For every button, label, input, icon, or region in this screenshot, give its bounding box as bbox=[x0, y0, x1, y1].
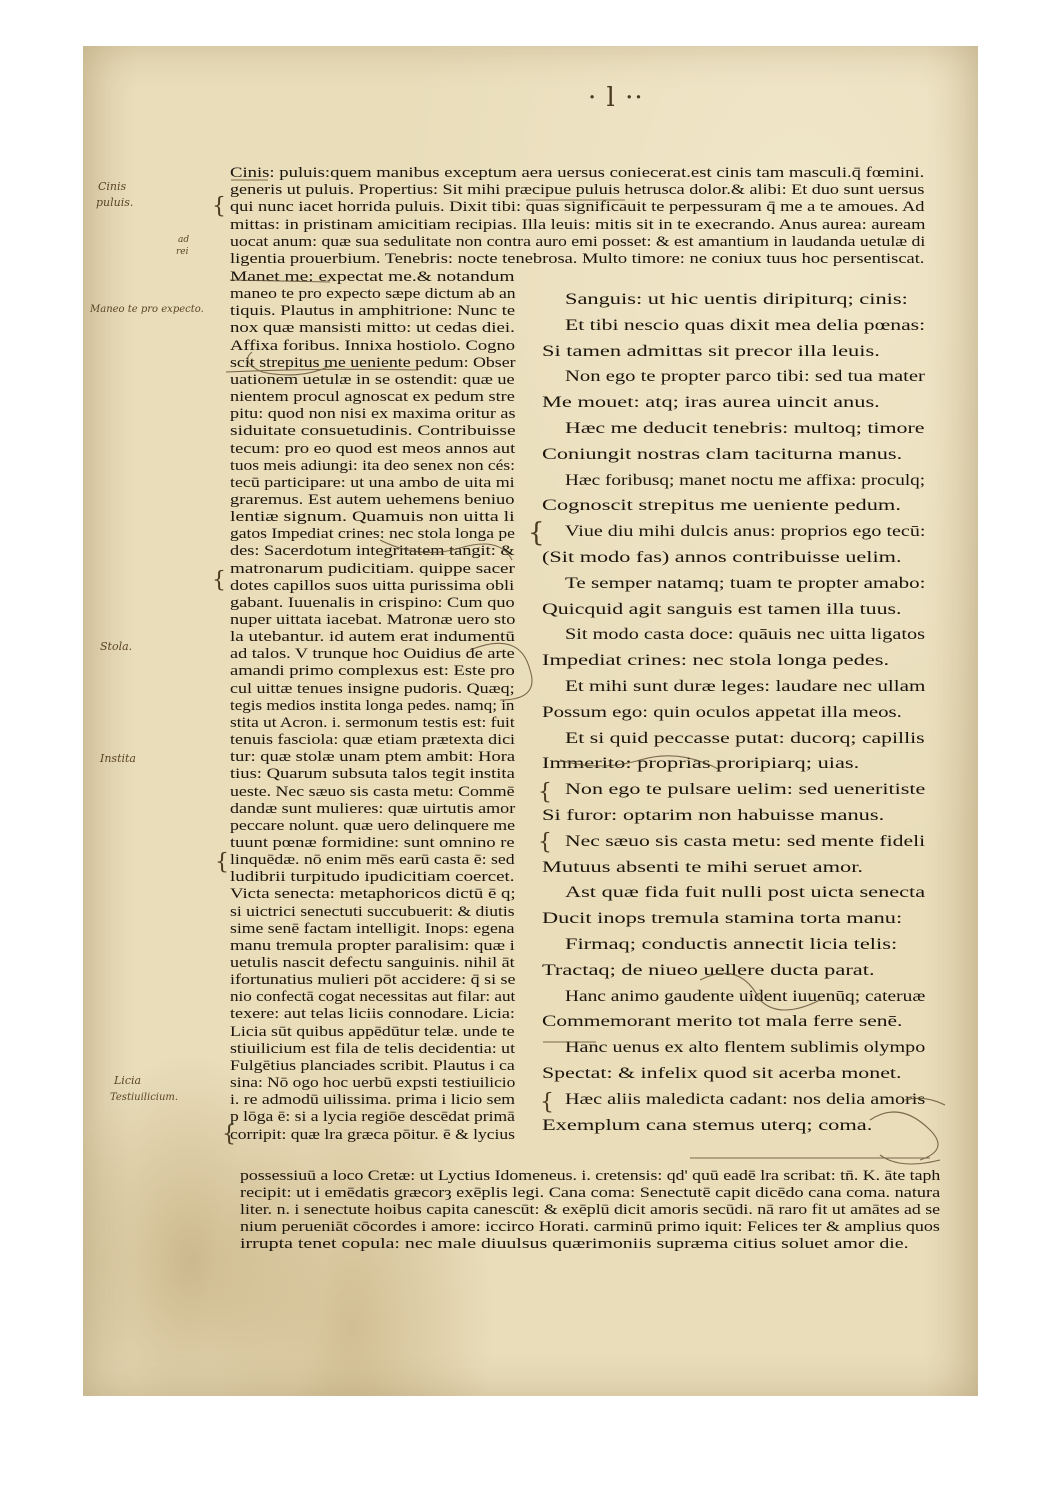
commentary-line: dandæ sunt mulieres: quæ uirtutis amor bbox=[230, 800, 516, 817]
poem-line: Et mihi sunt duræ leges: laudare nec ullam bbox=[565, 678, 926, 695]
top-commentary-line: mittas: in pristinam amicitiam recipias. Illa leuis: mitis sit in te execrando. Anus aurea: auream bbox=[230, 216, 926, 233]
margin-bracket-2: { bbox=[212, 568, 226, 593]
top-commentary-line: Cinis: puluis:quem manibus exceptum aera uersus coniecerat.est cinis tam masculi.q̄ fœmini. bbox=[230, 165, 925, 181]
top-commentary-line: generis ut puluis. Propertius: Sit mihi præcipue puluis hetrusca dolor.& alibi: Et duo sunt uersus bbox=[230, 182, 925, 199]
poem-line: Mutuus absenti te mihi seruet amor. bbox=[542, 858, 864, 876]
commentary-line: nientem procul agnoscat ex pedum stre bbox=[230, 389, 515, 406]
commentary-line: sime senē factam intelligit. Inops: egena bbox=[230, 920, 515, 937]
poem-line: Ast quæ fida fuit nulli post uicta senecta bbox=[565, 884, 926, 902]
top-commentary-line: uocat anum: quæ sua sedulitate non contra auro emi posset: & est amantium in laudanda uetulæ di bbox=[230, 233, 926, 250]
commentary-line: ludibrii turpitudo ipudicitiam coercet. bbox=[230, 869, 515, 886]
commentary-line: pitu: quod non nisi ex maxima oritur as bbox=[230, 406, 516, 423]
marginal-gloss-cinis: Cinis bbox=[98, 180, 127, 193]
commentary-line: Manet me: expectat me.& notandum bbox=[230, 269, 515, 285]
commentary-line: la utebantur. id autem erat indumentū bbox=[230, 629, 515, 646]
bottom-commentary-line: irrupta tenet copula: nec male diuulsus quærimoniis supræma citius soluet amor die. bbox=[240, 1236, 909, 1252]
commentary-line: dotes capillos suos uitta purissima obli bbox=[230, 577, 515, 594]
flourish-e bbox=[700, 973, 820, 1010]
commentary-line: gatos Impediat crines: nec stola longa pe bbox=[230, 526, 515, 543]
commentary-line: lentiæ signum. Quamuis non uitta li bbox=[230, 509, 515, 526]
commentary-line: tecum: pro eo quod est meos annos aut bbox=[230, 440, 516, 457]
poem-line: Et tibi nescio quas dixit mea delia pœnas: bbox=[565, 316, 926, 334]
commentary-line: nio confectā cogat necessitas aut filar: aut bbox=[230, 989, 516, 1006]
top-commentary-line: ligentia prouerbium. Tenebris: nocte tenebrosa. Multo timore: ne coniux tuus hoc persentiscat. bbox=[230, 251, 925, 267]
commentary-line: texere: aut telas liciis connodare. Licia: bbox=[230, 1006, 515, 1023]
marginal-gloss-instita: Instita bbox=[100, 752, 136, 765]
top-commentary-line: qui nunc iacet horrida puluis. Dixit tibi: quas significauit te perpessuram q̄ me a te amoues. Ad bbox=[230, 199, 925, 216]
poem-line: (Sit modo fas) annos contribuisse uelim. bbox=[542, 549, 902, 566]
poem-line: Sanguis: ut hic uentis diripiturq; cinis: bbox=[565, 291, 908, 308]
flourish-a bbox=[248, 352, 330, 375]
poem-line: Hæc me deducit tenebris: multoq; timore bbox=[565, 420, 925, 437]
commentary-line: cul uittæ tenues insigne pudoris. Quæq; bbox=[230, 680, 515, 697]
poem-line: Nec sæuo sis casta metu: sed mente fideli bbox=[565, 832, 926, 850]
flourish-h bbox=[905, 1098, 945, 1105]
commentary-line: uetulis nascit defectu sanguinis. nihil āt bbox=[230, 955, 515, 971]
poem-line: Me mouet: atq; iras aurea uincit anus. bbox=[542, 394, 880, 412]
poem-line: Hæc aliis maledicta cadant: nos delia amoris bbox=[565, 1090, 926, 1108]
commentary-line: tur: quæ stolæ unam ptem ambit: Hora bbox=[230, 749, 516, 766]
poem-line: Impediat crines: nec stola longa pedes. bbox=[542, 652, 890, 670]
poem-line: Exemplum cana stemus uterq; coma. bbox=[542, 1116, 873, 1134]
commentary-line: tius: Quarum subsuta talos tegit instita bbox=[230, 766, 515, 783]
poem-line: Non ego te propter parco tibi: sed tua mater bbox=[565, 368, 925, 386]
commentary-line: linquēdæ. nō enim mēs earū casta ē: sed bbox=[230, 852, 515, 869]
margin-bracket-1: { bbox=[212, 194, 226, 219]
commentary-line: i. re admodū uilissima. prima i licio sem bbox=[230, 1092, 516, 1109]
flourish-b bbox=[380, 540, 512, 560]
flourish-f bbox=[870, 1112, 938, 1160]
poem-line: Immerito: proprias proripiarq; uias. bbox=[542, 755, 860, 773]
poem-line: Coniungit nostras clam taciturna manus. bbox=[542, 445, 903, 463]
commentary-line: maneo te pro expecto sæpe dictum ab an bbox=[230, 286, 516, 303]
commentary-line: manu tremula propter paralisim: quæ i bbox=[230, 937, 515, 954]
commentary-line: tecū participare: ut una ambo de uita mi bbox=[230, 474, 515, 491]
bottom-commentary-line: liter. n. i senectute hoibus capita canescūt: & exēplū dicit amoris secūdi. nā raro fit ut amātes ad se bbox=[240, 1202, 941, 1218]
poem-line: Si furor: optarim non habuisse manus. bbox=[542, 807, 885, 824]
commentary-line: sina: Nō ogo hoc uerbū expsti testiuilicio bbox=[230, 1075, 516, 1092]
commentary-line: tenuis fasciola: quæ etiam prætexta dici bbox=[230, 732, 516, 749]
marginal-gloss-maneo: Maneo te pro expecto. bbox=[90, 304, 204, 315]
poem-line: Hæc foribusq; manet noctu me affixa: proculq; bbox=[565, 471, 926, 489]
commentary-line: matronarum pudicitiam. quippe sacer bbox=[230, 560, 515, 577]
bottom-commentary-line: nium perueniāt cōcordes i amore: iccirco Horati. carminū primo iquit: Felices ter & amplius quos bbox=[240, 1219, 940, 1235]
commentary-line: nox quæ mansisti mitto: ut cedas diei. bbox=[230, 320, 515, 337]
marginal-gloss-rei: rei bbox=[176, 247, 189, 257]
flourish-c bbox=[470, 643, 532, 700]
commentary-line: nuper uittata iacebat. Matronæ uero sto bbox=[230, 612, 516, 628]
margin-bracket-3: { bbox=[215, 850, 229, 875]
commentary-line: stita ut Acron. i. sermonum testis est: fuit bbox=[230, 714, 515, 731]
margin-bracket-8: { bbox=[540, 1090, 554, 1115]
poem-line: Ducit inops tremula stamina torta manu: bbox=[542, 910, 903, 928]
commentary-line: graremus. Est autem uehemens beniuo bbox=[230, 491, 515, 508]
poem-line: Firmaq; conductis annectit licia telis: bbox=[565, 936, 898, 953]
poem-line: Sit modo casta doce: quāuis nec uitta ligatos bbox=[565, 626, 926, 644]
commentary-line: Licia sūt quibus appēdūtur telæ. unde te bbox=[230, 1023, 515, 1040]
margin-bracket-7: { bbox=[538, 830, 552, 855]
commentary-line: siduitate consuetudinis. Contribuisse bbox=[230, 423, 516, 440]
poem-line: Spectat: & infelix quod sit acerba monet. bbox=[542, 1065, 902, 1082]
commentary-line: des: Sacerdotum integritatem tangit: & bbox=[230, 543, 515, 560]
commentary-line: p lōga ē: si a lycia regiōe descēdat primā bbox=[230, 1109, 515, 1126]
marginal-gloss-ad: ad bbox=[178, 235, 190, 245]
commentary-line: Affixa foribus. Innixa hostiolo. Cogno bbox=[230, 337, 516, 354]
poem-line: Tractaq; de niueo uellere ducta parat. bbox=[542, 961, 875, 979]
commentary-line: tuunt pœnæ formidine: sunt omnino re bbox=[230, 834, 515, 851]
commentary-line: ifortunatius mulieri pōt accidere: q̄ si se bbox=[230, 972, 516, 989]
poem-line: Possum ego: quin oculos appetat illa meos. bbox=[542, 703, 902, 721]
bottom-commentary-line: possessiuū a loco Cretæ: ut Lyctius Idomeneus. i. cretensis: qd' quū eadē lra scribat: tn̄. K. āte taph bbox=[240, 1168, 941, 1184]
margin-bracket-4: { bbox=[222, 1122, 236, 1147]
marginal-gloss-testiuilicium: Testiuilicium. bbox=[110, 1092, 179, 1103]
poem-line: Si tamen admittas sit precor illa leuis. bbox=[542, 342, 880, 360]
commentary-line: ad talos. V trunque hoc Ouidius de arte bbox=[230, 646, 515, 663]
commentary-line: Fulgētius planciades scribit. Plautus i ca bbox=[230, 1057, 515, 1074]
folio-number: · l ·· bbox=[588, 83, 644, 113]
poem-line: Hanc uenus ex alto flentem sublimis olympo bbox=[565, 1039, 926, 1057]
bottom-commentary-line: recipit: ut i emēdatis græcorȝ exēplis legi. Cana coma: Senectutē capit dicēdo cana coma. natura bbox=[240, 1185, 941, 1201]
commentary-line: corripit: quæ lra græca pōitur. ē & lycius bbox=[230, 1126, 515, 1143]
commentary-line: tuos meis adiungi: ita deo senex non cés: bbox=[230, 457, 515, 474]
poem-line: Non ego te pulsare uelim: sed ueneritiste bbox=[565, 781, 926, 799]
margin-bracket-6: { bbox=[538, 780, 552, 805]
commentary-line: tegis medios instita longa pedes. namq; in bbox=[230, 697, 515, 714]
marginal-gloss-stola: Stola. bbox=[100, 640, 133, 653]
poem-line: Et si quid peccasse putat: ducorq; capillis bbox=[565, 729, 925, 747]
margin-bracket-5: { bbox=[528, 518, 545, 548]
commentary-line: peccare nolunt. quæ uero delinquere me bbox=[230, 817, 516, 834]
commentary-line: uationem uetulæ in se ostendit: quæ ue bbox=[230, 371, 515, 388]
commentary-line: si uictrici senectuti succubuerit: & diutis bbox=[230, 903, 515, 920]
flourish-g bbox=[880, 1155, 940, 1164]
poem-line: Te semper natamq; tuam te propter amabo: bbox=[565, 574, 926, 592]
commentary-line: stiuilicium est fila de telis decidentia: ut bbox=[230, 1040, 516, 1057]
commentary-line: tiquis. Plautus in amphitrione: Nunc te bbox=[230, 303, 516, 320]
commentary-line: ueste. Nec sæuo sis casta metu: Commē bbox=[230, 783, 515, 800]
underline-manet bbox=[230, 280, 330, 282]
marginal-gloss-licia: Licia bbox=[114, 1074, 142, 1087]
poem-line: Hanc animo gaudente uident iuuenūq; cateruæ bbox=[565, 987, 926, 1005]
commentary-line: scit strepitus me ueniente pedum: Obser bbox=[230, 354, 516, 371]
commentary-line: amandi primo complexus est: Este pro bbox=[230, 663, 515, 680]
poem-line: Viue diu mihi dulcis anus: proprios ego tecū: bbox=[565, 523, 926, 541]
flourish-d bbox=[560, 756, 720, 770]
poem-line: Commemorant merito tot mala ferre senē. bbox=[542, 1013, 903, 1031]
commentary-line: gabant. Iuuenalis in crispino: Cum quo bbox=[230, 594, 515, 611]
commentary-line: Victa senecta: metaphoricos dictū ē q; bbox=[230, 886, 516, 903]
poem-line: Cognoscit strepitus me ueniente pedum. bbox=[542, 497, 901, 515]
marginal-gloss-puluis: puluis. bbox=[96, 196, 134, 209]
poem-line: Quicquid agit sanguis est tamen illa tuus. bbox=[542, 600, 902, 618]
